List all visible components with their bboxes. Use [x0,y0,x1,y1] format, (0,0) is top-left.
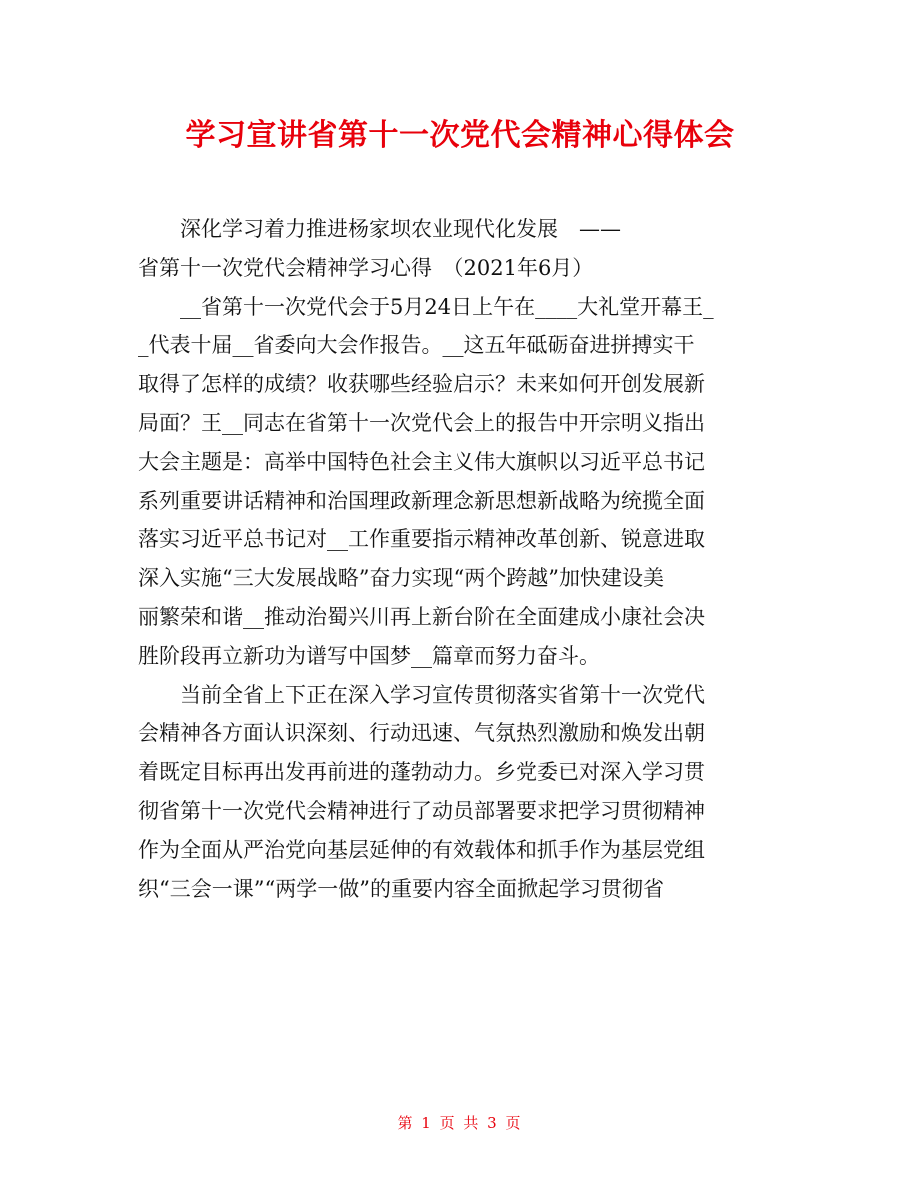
paragraph-line: 当前全省上下正在深入学习宣传贯彻落实省第十一次党代 [180,682,705,707]
paragraph-line: 落实习近平总书记对__工作重要指示精神改革创新、锐意进取 [138,527,705,552]
paragraph-line: 作为全面从严治党向基层延伸的有效载体和抓手作为基层党组 [138,837,705,862]
paragraph-line: 大会主题是：高举中国特色社会主义伟大旗帜以习近平总书记 [138,449,705,474]
paragraph-line: 织“三会一课”“两学一做”的重要内容全面掀起学习贯彻省 [138,876,664,901]
paragraph-line: 深入实施“三大发展战略”奋力实现“两个跨越”加快建设美 [138,566,664,591]
paragraph-line: 着既定目标再出发再前进的蓬勃动力。乡党委已对深入学习贯 [138,760,705,785]
page-number-footer: 第 1 页 共 3 页 [397,1114,523,1132]
paragraph-line: 丽繁荣和谐__推动治蜀兴川再上新台阶在全面建成小康社会决 [138,604,705,629]
document-title: 学习宣讲省第十一次党代会精神心得体会 [185,118,735,153]
subtitle-line: 深化学习着力推进杨家坝农业现代化发展 —— [180,217,621,241]
paragraph-line: 系列重要讲话精神和治国理政新理念新思想新战略为统揽全面 [138,488,705,513]
paragraph-line: __省第十一次党代会于5月24日上午在____大礼堂开幕王_ [180,294,714,319]
paragraph-line: 取得了怎样的成绩？收获哪些经验启示？未来如何开创发展新 [138,372,705,397]
document-body [138,210,788,908]
paragraph-line: 局面？王__同志在省第十一次党代会上的报告中开宗明义指出 [138,410,705,435]
paragraph-line: 彻省第十一次党代会精神进行了动员部署要求把学习贯彻精神 [138,798,705,823]
paragraph-line: 会精神各方面认识深刻、行动迅速、气氛热烈激励和焕发出朝 [138,721,705,746]
paragraph-line: 胜阶段再立新功为谱写中国梦__篇章而努力奋斗。 [138,643,600,668]
subtitle-line: 省第十一次党代会精神学习心得 （2021年6月） [138,255,594,280]
paragraph-line: _代表十届__省委向大会作报告。__这五年砥砺奋进拼搏实干 [138,333,695,358]
